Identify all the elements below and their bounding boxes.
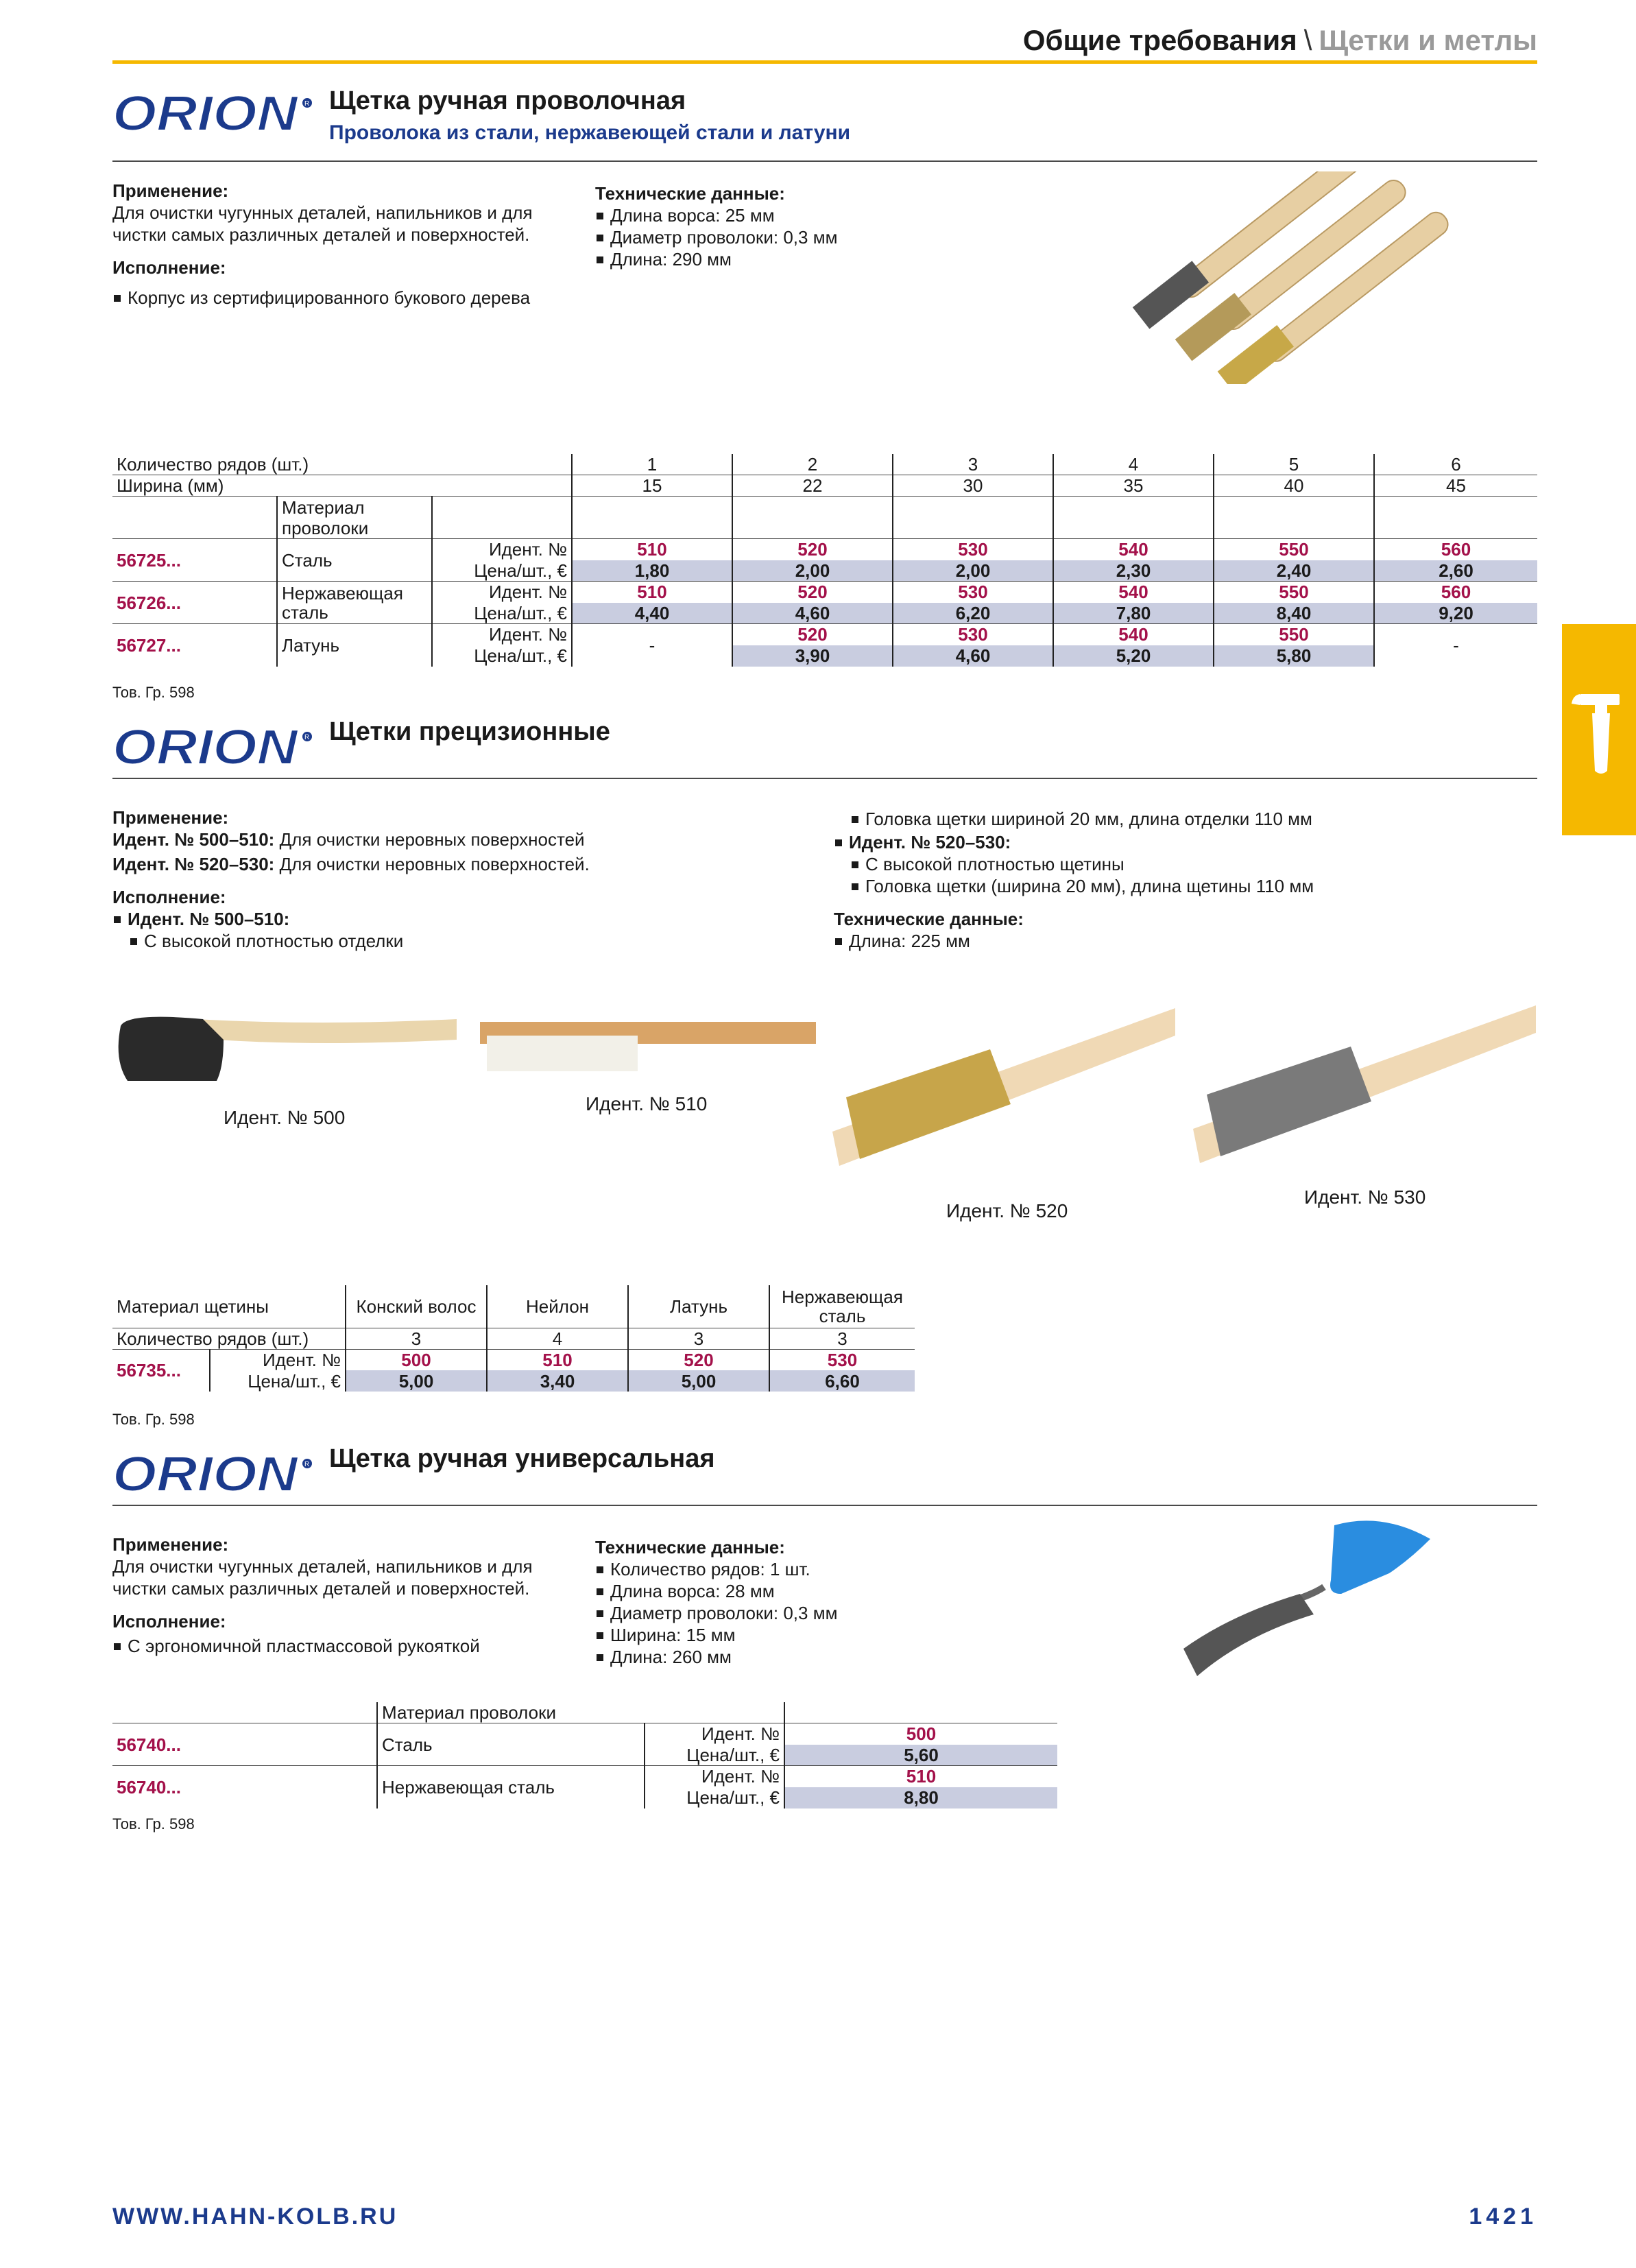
price-value: 7,80: [1053, 603, 1214, 624]
orion-logo: [111, 88, 314, 137]
price-row: [112, 1370, 915, 1392]
price-value: 8,80: [784, 1787, 1057, 1809]
caption-500: Идент. № 500: [224, 1107, 346, 1128]
table-row: [112, 1723, 1057, 1745]
ident-number: 550: [1214, 624, 1374, 645]
width-value: 35: [1053, 475, 1214, 497]
price-label: Цена/шт., €: [432, 645, 572, 667]
ident-number: 520: [732, 582, 893, 603]
tech-item: Диаметр проволоки: 0,3 мм: [595, 1602, 1007, 1624]
application-text: Для очистки чугунных деталей, напильников и для: [112, 1556, 533, 1577]
section-subtitle: Проволока из стали, нержавеющей стали и латуни: [329, 121, 851, 144]
ident-number: 540: [1053, 582, 1214, 603]
article-number[interactable]: 56725...: [112, 539, 277, 582]
material-head-row: [112, 1702, 1057, 1723]
width-value: 40: [1214, 475, 1374, 497]
id-label: Идент. №: [432, 539, 572, 560]
universal-brush-image: [1177, 1518, 1437, 1683]
rows-label: Количество рядов (шт.): [112, 454, 572, 475]
header-sub: Щетки и метлы: [1319, 24, 1537, 56]
price-label: Цена/шт., €: [645, 1787, 784, 1809]
price-value: 5,80: [1214, 645, 1374, 667]
execution-heading: Исполнение:: [112, 887, 226, 907]
width-value: 15: [572, 475, 732, 497]
ident-number: 500: [346, 1349, 487, 1370]
svg-text:R: R: [304, 734, 310, 741]
header-main: Общие требования: [1022, 24, 1297, 56]
execution-item: Идент. № 520–530:: [834, 831, 1519, 853]
price-value: 4,60: [732, 603, 893, 624]
section-rule: [112, 778, 1537, 779]
tech-item: Количество рядов: 1 шт.: [595, 1558, 1007, 1580]
page-number: 1421: [1469, 2204, 1537, 2230]
ident-number: 560: [1374, 582, 1537, 603]
application-heading: Применение:: [112, 807, 229, 828]
brush-520-image: [832, 1008, 1175, 1180]
section-title: Щетка ручная универсальная: [329, 1444, 715, 1473]
ident-number: 520: [732, 624, 893, 645]
col-head: 2: [732, 454, 893, 475]
article-number[interactable]: 56726...: [112, 582, 277, 624]
id-label: Идент. №: [645, 1723, 784, 1745]
width-value: 22: [732, 475, 893, 497]
material-head-row: [112, 1285, 915, 1328]
ident-number: 510: [784, 1766, 1057, 1787]
hammer-icon: [1562, 624, 1636, 835]
application-text: чистки самых различных деталей и поверхностей.: [112, 224, 530, 245]
section-rule: [112, 160, 1537, 162]
col-head: 3: [893, 454, 1053, 475]
execution-subitem: С высокой плотностью отделки: [129, 930, 798, 952]
price-value: 4,40: [572, 603, 732, 624]
price-label: Цена/шт., €: [432, 560, 572, 582]
article-number[interactable]: 56735...: [117, 1360, 181, 1381]
application-block: [112, 1533, 592, 1657]
table-row: [112, 624, 1537, 645]
tech-block: [595, 1536, 1007, 1668]
footer-url[interactable]: WWW.HAHN-KOLB.RU: [112, 2204, 398, 2230]
application-text: Идент. № 520–530: Для очистки неровных поверхностей.: [112, 854, 590, 874]
application-text: Идент. № 500–510: Для очистки неровных поверхностей: [112, 829, 585, 850]
id-label: Идент. №: [432, 624, 572, 645]
price-value: 5,00: [346, 1370, 487, 1392]
ident-number: 530: [893, 624, 1053, 645]
tech-block: [595, 182, 1007, 270]
application-text: Для очистки чугунных деталей, напильников и для: [112, 202, 533, 223]
width-row: [112, 475, 1537, 497]
width-label: Ширина (мм): [112, 475, 572, 497]
caption-510: Идент. № 510: [586, 1093, 708, 1114]
price-value: 6,60: [769, 1370, 915, 1392]
ident-number: 500: [784, 1723, 1057, 1745]
article-number[interactable]: 56727...: [117, 634, 181, 656]
tech-item: Длина: 260 мм: [595, 1646, 1007, 1668]
execution-subitem: Головка щетки шириной 20 мм, длина отделки 110 мм: [850, 808, 1519, 830]
svg-text:ORION: ORION: [112, 1448, 300, 1498]
rows-row: [112, 1328, 915, 1349]
price-label: Цена/шт., €: [645, 1745, 784, 1766]
col-head: 6: [1374, 454, 1537, 475]
rows-value: 3: [769, 1328, 915, 1349]
price-value: 2,40: [1214, 560, 1374, 582]
header-separator: \: [1303, 24, 1312, 56]
universal-brush-table: [112, 1702, 1057, 1809]
tech-item: Длина: 290 мм: [595, 248, 1007, 270]
rows-value: 3: [628, 1328, 769, 1349]
tech-item: Длина ворса: 28 мм: [595, 1580, 1007, 1602]
table-row: [112, 539, 1537, 560]
article-number[interactable]: 56740...: [117, 1776, 181, 1798]
product-group: Тов. Гр. 598: [112, 1815, 195, 1833]
material-name: Латунь: [277, 624, 432, 667]
section-title: Щетки прецизионные: [329, 717, 610, 746]
execution-item: Корпус из сертифицированного букового дерева: [112, 287, 592, 309]
material-name: Нержавеющая сталь: [377, 1766, 645, 1809]
tech-item: Длина ворса: 25 мм: [595, 204, 1007, 226]
price-label: Цена/шт., €: [210, 1370, 346, 1392]
ident-number: 520: [732, 539, 893, 560]
price-value: 6,20: [893, 603, 1053, 624]
price-value: 5,20: [1053, 645, 1214, 667]
wire-brush-table: [112, 454, 1537, 667]
ident-number: 530: [769, 1349, 915, 1370]
price-value: 2,30: [1053, 560, 1214, 582]
ident-number: 530: [893, 582, 1053, 603]
application-text: чистки самых различных деталей и поверхностей.: [112, 1578, 530, 1599]
caption-530: Идент. № 530: [1304, 1186, 1426, 1208]
rows-label: Количество рядов (шт.): [112, 1328, 346, 1349]
ident-number: 560: [1374, 539, 1537, 560]
svg-text:R: R: [304, 1461, 310, 1468]
col-head: Нержавеющая сталь: [769, 1285, 915, 1328]
product-group: Тов. Гр. 598: [112, 684, 195, 701]
svg-text:ORION: ORION: [112, 721, 300, 771]
application-heading: Применение:: [112, 180, 229, 201]
ident-number: 510: [572, 539, 732, 560]
brush-510-image: [480, 1015, 816, 1077]
wire-brushes-image: [1124, 171, 1495, 384]
section-title: Щетка ручная проволочная: [329, 86, 686, 115]
tech-item: Диаметр проволоки: 0,3 мм: [595, 226, 1007, 248]
col-head: 1: [572, 454, 732, 475]
width-value: 45: [1374, 475, 1537, 497]
execution-item: Идент. № 500–510:: [112, 908, 798, 930]
price-value: 3,90: [732, 645, 893, 667]
svg-text:R: R: [304, 100, 310, 108]
article-number[interactable]: 56740...: [112, 1723, 377, 1766]
application-block: [112, 180, 592, 309]
ident-number: 510: [572, 582, 732, 603]
material-label: Материал проволоки: [277, 497, 432, 539]
section-rule: [112, 1505, 1537, 1506]
not-available: -: [1374, 624, 1537, 667]
execution-heading: Исполнение:: [112, 1611, 226, 1632]
not-available: -: [572, 624, 732, 667]
price-value: 3,40: [487, 1370, 628, 1392]
ident-number: 540: [1053, 539, 1214, 560]
price-value: 9,20: [1374, 603, 1537, 624]
ident-number: 530: [893, 539, 1053, 560]
page-header: [110, 15, 1537, 66]
tech-heading: Технические данные:: [595, 1537, 785, 1557]
col-head: 4: [1053, 454, 1214, 475]
ident-number: 520: [628, 1349, 769, 1370]
header-rule: [112, 60, 1537, 64]
material-name: Сталь: [277, 539, 432, 582]
orion-logo: [111, 721, 314, 771]
table-row: [112, 582, 1537, 603]
table-row: [112, 1766, 1057, 1787]
brush-530-image: [1193, 1005, 1536, 1170]
rows-value: 3: [346, 1328, 487, 1349]
price-value: 2,60: [1374, 560, 1537, 582]
id-label: Идент. №: [210, 1349, 346, 1370]
brush-500-image: [114, 999, 457, 1101]
ident-number: 540: [1053, 624, 1214, 645]
price-label: Цена/шт., €: [432, 603, 572, 624]
tech-heading: Технические данные:: [834, 909, 1024, 929]
col-head: Нейлон: [487, 1285, 628, 1328]
material-name: Нержавеющая сталь: [277, 582, 432, 624]
caption-520: Идент. № 520: [946, 1200, 1068, 1221]
material-name: Сталь: [377, 1723, 645, 1766]
material-label: Материал проволоки: [377, 1702, 645, 1723]
material-label: Материал щетины: [112, 1285, 346, 1328]
width-value: 30: [893, 475, 1053, 497]
id-label: Идент. №: [432, 582, 572, 603]
execution-subitem: Головка щетки (ширина 20 мм), длина щетины 110 мм: [850, 875, 1519, 897]
id-label: Идент. №: [645, 1766, 784, 1787]
section-tab[interactable]: [1562, 624, 1636, 835]
application-heading: Применение:: [112, 1534, 229, 1555]
rows-row: [112, 454, 1537, 475]
price-value: 5,60: [784, 1745, 1057, 1766]
table-row: [112, 1349, 915, 1370]
ident-number: 550: [1214, 539, 1374, 560]
price-value: 1,80: [572, 560, 732, 582]
col-head: 5: [1214, 454, 1374, 475]
execution-item: С эргономичной пластмассовой рукояткой: [112, 1635, 592, 1657]
ident-number: 550: [1214, 582, 1374, 603]
rows-value: 4: [487, 1328, 628, 1349]
price-value: 4,60: [893, 645, 1053, 667]
precision-brush-table: [112, 1285, 915, 1392]
ident-number: 510: [487, 1349, 628, 1370]
tech-heading: Технические данные:: [595, 183, 785, 204]
price-value: 2,00: [732, 560, 893, 582]
material-head-row: [112, 497, 1537, 539]
tech-item: Ширина: 15 мм: [595, 1624, 1007, 1646]
tech-item: Длина: 225 мм: [834, 930, 1519, 952]
col-head: Конский волос: [346, 1285, 487, 1328]
execution-block-right: [834, 808, 1519, 952]
col-head: Латунь: [628, 1285, 769, 1328]
price-value: 5,00: [628, 1370, 769, 1392]
application-block: [112, 807, 798, 952]
execution-subitem: С высокой плотностью щетины: [850, 853, 1519, 875]
price-value: 2,00: [893, 560, 1053, 582]
svg-text:ORION: ORION: [112, 88, 300, 137]
orion-logo: [111, 1448, 314, 1498]
product-group: Тов. Гр. 598: [112, 1411, 195, 1428]
execution-heading: Исполнение:: [112, 257, 226, 278]
price-value: 8,40: [1214, 603, 1374, 624]
